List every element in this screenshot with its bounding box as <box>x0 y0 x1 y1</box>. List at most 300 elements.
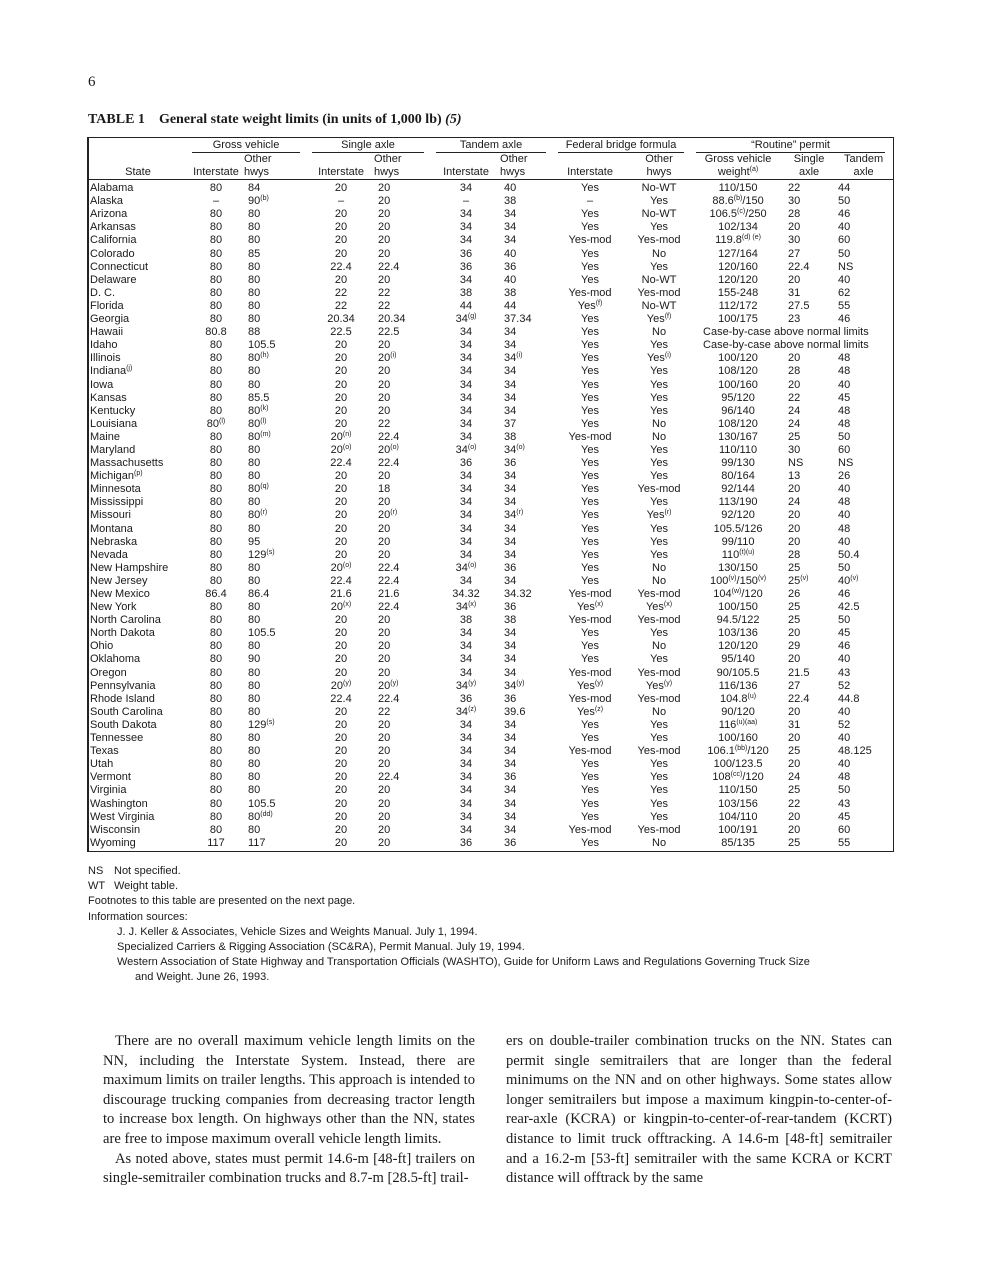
cell-state: Arizona <box>90 208 128 221</box>
cell-sa-interstate: 20 <box>334 339 348 352</box>
cell-rp-single: 20 <box>788 378 801 391</box>
cell-state: Minnesota <box>90 483 141 496</box>
cell-sa-other: 20 <box>378 404 391 417</box>
cell-sa-other: 20 <box>378 640 391 653</box>
cell-fb-interstate: Yes <box>581 548 599 561</box>
cell-gv-other: 80$^{(l)}$ <box>248 417 267 430</box>
cell-gv-interstate: 80 <box>209 234 223 247</box>
table-body <box>88 180 893 851</box>
cell-ta-interstate: 34 <box>459 535 473 548</box>
cell-ta-other: 34 <box>504 784 517 797</box>
hdr-other: Other <box>244 153 272 166</box>
cell-ta-other: 38 <box>504 286 517 299</box>
cell-rp-single: 24 <box>788 417 801 430</box>
cell-rp-tandem: 48 <box>838 352 851 365</box>
cell-gv-interstate: 80 <box>209 640 223 653</box>
cell-ta-other: 34 <box>504 522 517 535</box>
cell-rp-tandem: 60 <box>838 443 851 456</box>
cell-sa-other: 20 <box>378 627 391 640</box>
cell-fb-other: No-WT <box>641 273 677 286</box>
cell-gv-other: 80 <box>248 299 261 312</box>
cell-sa-other: 20 <box>378 195 391 208</box>
cell-fb-interstate: – <box>586 195 594 208</box>
cell-gv-other: 80$^{(q)}$ <box>248 483 269 496</box>
cell-gv-interstate: 80 <box>209 574 223 587</box>
cell-rp-single: 25 <box>788 561 801 574</box>
cell-rp-case-by-case: Case-by-case above normal limits <box>703 326 869 339</box>
hdr-hwys: hwys <box>374 166 432 180</box>
cell-gv-other: 80 <box>248 574 261 587</box>
cell-state: Idaho <box>90 339 118 352</box>
cell-sa-other: 20 <box>378 718 391 731</box>
cell-sa-other: 20 <box>378 378 391 391</box>
hdr-hwys: hwys <box>626 166 692 180</box>
cell-fb-interstate: Yes-mod <box>568 234 612 247</box>
cell-rp-gvw: 90/105.5 <box>716 666 760 679</box>
cell-ta-interstate: 34 <box>459 810 473 823</box>
cell-gv-interstate: 80 <box>209 352 223 365</box>
cell-rp-gvw: 99/110 <box>721 535 755 548</box>
cell-rp-single: 22 <box>788 797 801 810</box>
cell-fb-interstate: Yes-mod <box>568 286 612 299</box>
cell-rp-tandem: NS <box>838 457 854 470</box>
cell-rp-gvw: 110/150 <box>718 784 758 797</box>
cell-sa-interstate: 20 <box>334 640 348 653</box>
cell-state: New Mexico <box>90 588 150 600</box>
cell-ta-interstate: 36 <box>459 260 473 273</box>
cell-gv-other: 105.5 <box>248 797 276 810</box>
cell-fb-interstate: Yes <box>581 797 599 810</box>
cell-sa-interstate: – <box>337 195 345 208</box>
table-row <box>88 536 893 549</box>
cell-fb-interstate: Yes <box>581 326 599 339</box>
cell-fb-other: No <box>652 705 667 718</box>
cell-gv-other: 117 <box>248 836 266 849</box>
cell-sa-interstate: 20 <box>334 771 348 784</box>
cell-state: Oklahoma <box>90 653 141 666</box>
cell-rp-gvw: 99/130 <box>721 457 755 470</box>
cell-sa-other: 22.4 <box>378 430 400 443</box>
cell-state: California <box>90 234 137 247</box>
cell-sa-interstate: 20 <box>334 365 348 378</box>
cell-gv-other: 80 <box>248 522 261 535</box>
cell-sa-other: 22.4 <box>378 561 400 574</box>
cell-rp-gvw: 100/123.5 <box>713 758 763 771</box>
cell-rp-tandem: 40 <box>838 273 851 286</box>
cell-gv-interstate: 80 <box>209 378 223 391</box>
cell-rp-tandem: 26 <box>838 470 851 483</box>
cell-fb-interstate: Yes$^{(f)}$ <box>577 299 603 312</box>
table-row <box>88 588 893 601</box>
cell-ta-interstate: 34 <box>459 470 473 483</box>
cell-sa-interstate: 20 <box>334 732 348 745</box>
cell-gv-interstate: 86.4 <box>205 588 227 600</box>
cell-sa-other: 20 <box>378 234 391 247</box>
cell-gv-interstate: 80 <box>209 548 223 561</box>
cell-ta-other: 36 <box>504 457 517 470</box>
cell-fb-other: Yes <box>650 535 669 548</box>
table-caption <box>88 112 461 128</box>
cell-ta-other: 34 <box>504 365 517 378</box>
cell-rp-gvw: 90/120 <box>721 705 755 718</box>
group-routine-permit: “Routine” permit <box>692 138 893 153</box>
cell-ta-interstate: 38 <box>459 614 473 627</box>
cell-gv-interstate: 80 <box>209 758 223 771</box>
cell-fb-interstate: Yes$^{(x)}$ <box>576 601 604 614</box>
cell-sa-interstate: 22.5 <box>330 326 352 339</box>
group-single-axle: Single axle <box>308 138 432 153</box>
cell-ta-interstate: 34 <box>459 758 473 771</box>
cell-fb-interstate: Yes <box>581 417 599 430</box>
cell-rp-tandem: NS <box>838 260 854 273</box>
cell-sa-other: 20 <box>378 548 391 561</box>
cell-state: Maine <box>90 430 120 443</box>
cell-sa-interstate: 20 <box>334 653 348 666</box>
cell-rp-single: 21.5 <box>788 666 810 679</box>
cell-state: Rhode Island <box>90 692 155 705</box>
cell-sa-other: 20 <box>378 365 391 378</box>
cell-gv-interstate: 80 <box>209 561 223 574</box>
table-row <box>88 601 893 614</box>
cell-rp-single: 29 <box>788 640 801 653</box>
cell-sa-interstate: 22.4 <box>330 260 352 273</box>
cell-ta-other: 34 <box>504 823 517 836</box>
cell-fb-other: Yes <box>650 496 669 509</box>
table-row <box>88 326 893 339</box>
cell-ta-other: 34 <box>504 810 517 823</box>
cell-fb-interstate: Yes <box>581 627 599 640</box>
cell-rp-gvw: 100$^{(v)}$/150$^{(v)}$ <box>709 574 767 587</box>
cell-sa-interstate: 20$^{(x)}$ <box>330 601 352 614</box>
cell-rp-tandem: 43 <box>838 797 851 810</box>
cell-gv-other: 80 <box>248 614 261 627</box>
hdr-gvw-weight: weight$^{(a)}$ <box>692 166 784 180</box>
cell-fb-other: Yes <box>650 627 669 640</box>
cell-sa-interstate: 20$^{(n)}$ <box>330 430 352 443</box>
cell-rp-single: 25 <box>788 430 801 443</box>
cell-fb-interstate: Yes$^{(z)}$ <box>576 705 604 718</box>
cell-rp-gvw: 110/110 <box>718 443 758 456</box>
cell-state: Kentucky <box>90 404 136 417</box>
cell-gv-interstate: – <box>212 195 220 208</box>
cell-gv-other: 90$^{(b)}$ <box>248 195 269 208</box>
cell-ta-interstate: 34 <box>459 732 473 745</box>
cell-sa-other: 22 <box>378 299 391 312</box>
cell-rp-single: 20 <box>788 758 801 771</box>
cell-fb-other: Yes <box>650 758 669 771</box>
cell-gv-other: 80 <box>248 457 261 470</box>
cell-rp-single: 20 <box>788 483 801 496</box>
hdr-interstate: Interstate <box>554 166 626 180</box>
cell-rp-gvw: $110^{(t)(u)}$ <box>721 548 755 561</box>
cell-rp-gvw: 100/160 <box>718 378 758 391</box>
cell-gv-other: 80 <box>248 313 261 326</box>
cell-ta-interstate: 34 <box>459 718 473 731</box>
table-row <box>88 352 893 365</box>
cell-ta-other: 40 <box>504 182 517 195</box>
table-row <box>88 523 893 536</box>
source-item: Western Association of State Highway and Transportation Officials (WASHTO), Guide for Uniform Laws and Regulations Governing Truck Size <box>117 956 810 969</box>
cell-ta-other: 34 <box>504 391 517 404</box>
cell-ta-interstate: 34 <box>459 208 473 221</box>
table-row <box>88 287 893 300</box>
cell-fb-other: Yes <box>650 732 669 745</box>
cell-rp-tandem: 40 <box>838 705 851 718</box>
cell-gv-interstate: 80 <box>209 470 223 483</box>
cell-fb-interstate: Yes <box>581 718 599 731</box>
hdr-state: State <box>88 166 188 180</box>
cell-rp-single: 25 <box>788 745 801 758</box>
hdr-gvw: Gross vehicle <box>704 153 772 166</box>
cell-rp-single: 28 <box>788 208 801 221</box>
cell-rp-tandem: 62 <box>838 286 851 299</box>
cell-fb-other: No <box>652 574 667 587</box>
cell-ta-interstate: 34 <box>459 404 473 417</box>
table-row <box>88 653 893 666</box>
cell-sa-other: 20 <box>378 823 391 836</box>
hdr-interstate: Interstate <box>308 166 374 180</box>
cell-gv-other: 80$^{(r)}$ <box>248 509 268 522</box>
cell-fb-other: Yes <box>650 339 669 352</box>
cell-rp-single: 31 <box>788 718 801 731</box>
cell-ta-other: 34 <box>504 548 517 561</box>
cell-sa-other: 22.4 <box>378 574 400 587</box>
table-row <box>88 365 893 378</box>
cell-rp-gvw: $116^{(u)(aa)}$ <box>718 718 758 731</box>
table-row <box>88 732 893 745</box>
cell-fb-other: Yes$^{(f)}$ <box>646 313 672 326</box>
cell-fb-other: Yes <box>650 195 669 208</box>
cell-ta-interstate: 34 <box>459 378 473 391</box>
cell-sa-other: 18 <box>378 483 391 496</box>
cell-rp-gvw: 94.5/122 <box>716 614 760 627</box>
cell-gv-interstate: 80 <box>209 404 223 417</box>
cell-ta-other: 34 <box>504 666 517 679</box>
cell-state: Tennessee <box>90 732 144 745</box>
cell-ta-other: 34 <box>504 797 517 810</box>
cell-gv-other: 86.4 <box>248 588 270 600</box>
cell-ta-interstate: 34 <box>459 653 473 666</box>
cell-rp-single: 20 <box>788 221 801 234</box>
table-row <box>88 261 893 274</box>
cell-ta-other: 39.6 <box>504 705 526 718</box>
cell-state: Alabama <box>90 182 134 195</box>
weight-limits-table-frame <box>87 137 894 852</box>
cell-rp-single: 25 <box>788 601 801 614</box>
cell-sa-interstate: 20$^{(y)}$ <box>330 679 352 692</box>
cell-rp-tandem: 48 <box>838 417 851 430</box>
abbr-wt: WT Weight table. <box>88 880 179 893</box>
cell-fb-interstate: Yes <box>581 496 599 509</box>
cell-rp-gvw: 100/175 <box>718 313 758 326</box>
cell-fb-other: No <box>652 326 667 339</box>
cell-rp-gvw: 100/120 <box>718 352 758 365</box>
cell-rp-tandem: 46 <box>838 208 851 221</box>
cell-rp-tandem: 40 <box>838 653 851 666</box>
cell-rp-gvw: 110/150 <box>718 182 758 195</box>
cell-gv-other: 80 <box>248 692 261 705</box>
cell-rp-gvw: 105.5/126 <box>713 522 763 535</box>
cell-ta-interstate: 34 <box>459 640 473 653</box>
cell-ta-other: 34 <box>504 758 517 771</box>
cell-sa-other: 22 <box>378 417 391 430</box>
table-row <box>88 392 893 405</box>
cell-fb-other: Yes-mod <box>637 286 681 299</box>
cell-gv-interstate: 80$^{(l)}$ <box>206 417 226 430</box>
cell-fb-other: Yes <box>650 653 669 666</box>
cell-sa-interstate: 20 <box>334 823 348 836</box>
cell-sa-other: 22.4 <box>378 692 400 705</box>
cell-ta-interstate: 34$^{(g)}$ <box>455 313 477 326</box>
cell-gv-interstate: 80 <box>209 483 223 496</box>
cell-rp-single: 25 <box>788 784 801 797</box>
cell-gv-other: 80$^{(k)}$ <box>248 404 269 417</box>
cell-state: Nevada <box>90 548 128 561</box>
cell-sa-other: 20$^{(i)}$ <box>378 352 397 365</box>
cell-gv-other: 105.5 <box>248 339 276 352</box>
table-row <box>88 693 893 706</box>
cell-gv-other: 80 <box>248 758 261 771</box>
cell-rp-single: 28 <box>788 548 801 561</box>
cell-rp-tandem: 40$^{(v)}$ <box>838 574 859 587</box>
cell-rp-tandem: 44 <box>838 182 851 195</box>
cell-sa-other: 20 <box>378 208 391 221</box>
table-number: TABLE 1 <box>88 112 145 127</box>
cell-state: Missouri <box>90 509 131 522</box>
cell-rp-gvw: 130/150 <box>718 561 758 574</box>
cell-fb-other: Yes-mod <box>637 483 681 496</box>
cell-gv-interstate: 80 <box>209 535 223 548</box>
cell-sa-interstate: 20 <box>334 784 348 797</box>
cell-ta-interstate: 34 <box>459 823 473 836</box>
cell-gv-other: 95 <box>248 535 261 548</box>
cell-rp-gvw: 100/150 <box>718 601 758 614</box>
cell-sa-other: 20 <box>378 745 391 758</box>
cell-gv-interstate: 80 <box>209 810 223 823</box>
cell-gv-other: $80^{(dd)}$ <box>248 810 273 823</box>
cell-rp-tandem: 48.125 <box>838 745 872 758</box>
cell-sa-interstate: 20 <box>334 234 348 247</box>
table-reference: (5) <box>445 112 462 127</box>
cell-state: Vermont <box>90 771 131 784</box>
cell-gv-interstate: 80 <box>209 823 223 836</box>
cell-ta-other: 38 <box>504 430 517 443</box>
cell-fb-other: Yes <box>650 260 669 273</box>
cell-ta-other: 34 <box>504 378 517 391</box>
cell-sa-other: 20 <box>378 535 391 548</box>
page-number: 6 <box>88 74 96 90</box>
cell-gv-other: 80 <box>248 365 261 378</box>
table-row <box>88 798 893 811</box>
cell-gv-interstate: 80 <box>209 496 223 509</box>
cell-fb-interstate: Yes <box>581 391 599 404</box>
cell-rp-tandem: 52 <box>838 718 851 731</box>
table-row <box>88 470 893 483</box>
cell-gv-interstate: 80 <box>209 457 223 470</box>
cell-sa-interstate: 22.4 <box>330 457 352 470</box>
hdr-single: Single <box>793 153 825 166</box>
table-row <box>88 614 893 627</box>
body-paragraph: There are no overall maximum vehicle length limits on the NN, including the Interstate System. Instead, there are maximum limits on trailer lengths. This approach is intended to discourage trucking companies from decreasing tractor length to increase box length. On highways other than the NN, states are free to impose maximum overall vehicle length limits. <box>103 1033 475 1147</box>
cell-rp-single: 20 <box>788 653 801 666</box>
table-row <box>88 496 893 509</box>
cell-gv-interstate: 80 <box>209 627 223 640</box>
table-row <box>88 457 893 470</box>
cell-ta-interstate: 34 <box>459 797 473 810</box>
cell-ta-interstate: 34$^{(o)}$ <box>455 561 477 574</box>
cell-sa-interstate: 21.6 <box>330 588 352 600</box>
cell-ta-interstate: 34 <box>459 666 473 679</box>
hdr-hwys: hwys <box>244 166 308 180</box>
cell-fb-other: Yes-mod <box>637 234 681 247</box>
cell-rp-tandem: 44.8 <box>838 692 860 705</box>
cell-fb-other: No <box>652 836 667 849</box>
cell-fb-interstate: Yes <box>581 221 599 234</box>
cell-fb-other: Yes <box>650 378 669 391</box>
cell-rp-tandem: 45 <box>838 627 851 640</box>
cell-sa-interstate: 20 <box>334 378 348 391</box>
cell-state: Connecticut <box>90 260 149 273</box>
cell-ta-other: 34 <box>504 627 517 640</box>
cell-rp-gvw: 95/120 <box>721 391 755 404</box>
cell-gv-interstate: 80 <box>209 430 223 443</box>
cell-gv-interstate: 80 <box>209 692 223 705</box>
cell-state: Arkansas <box>90 221 136 234</box>
cell-rp-single: 30 <box>788 195 801 208</box>
cell-ta-interstate: 34 <box>459 234 473 247</box>
cell-fb-other: No <box>652 417 667 430</box>
sources-label: Information sources: <box>88 910 188 923</box>
cell-rp-gvw: 127/164 <box>718 247 758 260</box>
footnote-pointer: Footnotes to this table are presented on the next page. <box>88 895 356 908</box>
cell-fb-interstate: Yes <box>581 313 599 326</box>
hdr-axle: axle <box>784 166 834 180</box>
table-row <box>88 379 893 392</box>
table-row <box>88 575 893 588</box>
cell-rp-tandem: 60 <box>838 234 851 247</box>
cell-fb-other: Yes <box>650 470 669 483</box>
cell-ta-interstate: 34 <box>459 221 473 234</box>
table-row <box>88 221 893 234</box>
cell-rp-tandem: 50 <box>838 784 851 797</box>
cell-fb-interstate: Yes <box>581 208 599 221</box>
table-row <box>88 248 893 261</box>
cell-sa-interstate: 20 <box>334 509 348 522</box>
cell-state: Alaska <box>90 195 124 208</box>
cell-rp-single: 24 <box>788 771 801 784</box>
table-row <box>88 300 893 313</box>
table-row <box>88 758 893 771</box>
cell-gv-other: 80 <box>248 470 261 483</box>
group-tandem-axle: Tandem axle <box>432 138 554 153</box>
cell-rp-gvw: 104/110 <box>718 810 758 823</box>
cell-fb-interstate: Yes-mod <box>568 588 612 600</box>
cell-rp-single: 20 <box>788 705 801 718</box>
cell-state: Pennsylvania <box>90 679 156 692</box>
table-row <box>88 640 893 653</box>
cell-rp-tandem: 46 <box>838 313 851 326</box>
cell-ta-other: 36 <box>504 692 517 705</box>
cell-rp-tandem: 42.5 <box>838 601 860 614</box>
cell-gv-interstate: 80 <box>209 705 223 718</box>
table-notes <box>88 864 810 986</box>
hdr-other: Other <box>374 153 402 166</box>
cell-sa-interstate: 20 <box>334 404 348 417</box>
cell-fb-interstate: Yes <box>581 247 599 260</box>
cell-ta-interstate: 34 <box>459 352 473 365</box>
cell-fb-other: Yes <box>650 771 669 784</box>
cell-gv-interstate: 80 <box>209 666 223 679</box>
